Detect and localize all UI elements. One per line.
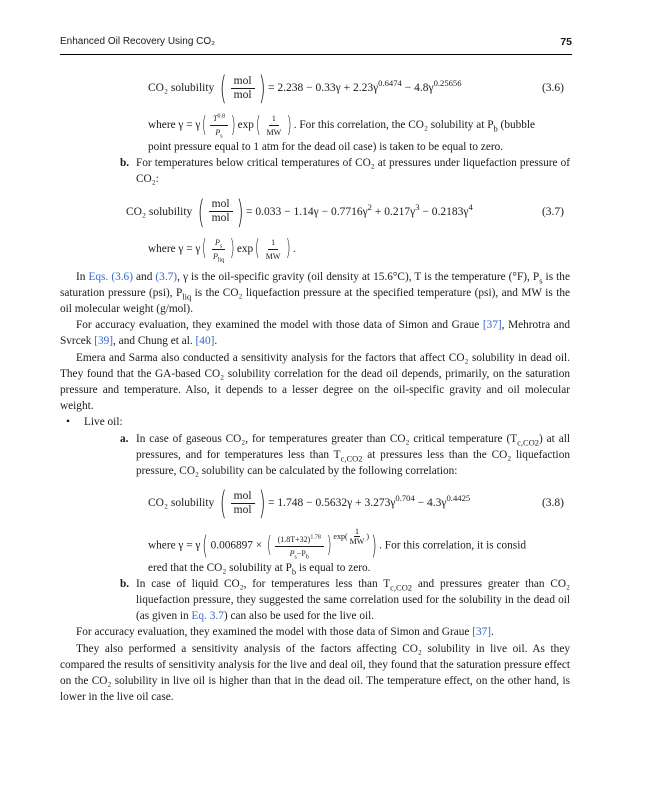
eq36-number: (3.6) — [541, 82, 564, 94]
where-3-8-line2: ered that the CO₂ solubility at $P_b$ is equal to zero. — [148, 561, 371, 576]
paragraph-sensitivity-dead: Emera and Sarma also conducted a sensitivity analysis for the factors that affect CO₂ solubility in dead oil. They found that the GA-based CO₂ solubility correlation for the dead oil depends, primarily, on the saturation pressure and temperature. Also, it depends to a lesser degree on the oil-specific gravity and oil molecular weight. — [60, 351, 570, 413]
page-body — [60, 64, 570, 705]
running-title: Enhanced Oil Recovery Using CO₂ — [60, 36, 216, 47]
where-3-6-line2: point pressure equal to 1 atm for the dead oil case) is taken to be equal to zero. — [148, 141, 504, 153]
paren-right: ) — [258, 69, 266, 107]
eq36-lhs: CO₂ solubility — [148, 81, 215, 94]
paragraph-sensitivity-live: They also performed a sensitivity analysis of the factors affecting CO₂ solubility in live oil. As they compared the results of sensitivity analysis for the live and deal oil, they found that the saturation pressure effect on the CO₂ solubility in live oil is higher than that in the dead oil. The temperature effect, on the other hand, is lower in the live oil case. — [60, 642, 570, 704]
bullet-icon: • — [66, 416, 70, 429]
eq37-number: (3.7) — [541, 205, 564, 218]
equation-3-6 — [60, 66, 570, 110]
link-eq-3-7[interactable]: (3.7) — [155, 270, 178, 283]
paragraph-accuracy-dead: For accuracy evaluation, they examined the model with those data of Simon and Graue [37], Mehrotra and Svrcek [39], and Chung et al. [40]. — [60, 319, 570, 348]
paren-left: ( — [219, 69, 227, 107]
ref-37b[interactable]: [37] — [472, 626, 492, 639]
item-a-gaseous: a. In case of gaseous CO₂, for temperatures greater than CO₂ critical temperature $(T_{c,CO2})$ at all pressures, and for temperatures less than $T_{c,CO2}$ at pressures less than the CO₂ liquefaction pressure, CO₂ solubility can be calculated by the following correlation: — [120, 432, 570, 478]
equation-3-7: CO₂ solubility ( $\frac{\text{mol}}{\text{mol}}$ ) = $0.033 - 1.14\gamma - 0.7716\gamma^2 + 0.217\gamma^3 - 0.2183\gamma^4$ (3.7) — [60, 190, 570, 234]
paragraph-variables: In Eqs. (3.6) and (3.7), γ is the oil-specific gravity (oil density at 15.6°C), T is the temperature (°F), $P_s$ is the saturation pressure (psi), $P_{liq}$ is the CO₂ liquefaction pressure at the specified temperature (psi), and MW is the oil molecular weight (g/mol). — [60, 270, 570, 316]
live-oil-sublist-b — [120, 576, 570, 625]
ref-37[interactable]: [37] — [482, 319, 502, 332]
live-oil-sublist — [120, 431, 570, 480]
page-number: 75 — [560, 36, 572, 48]
link-eq-3-6[interactable]: Eqs. (3.6) — [88, 270, 133, 283]
ref-40[interactable]: [40] — [195, 335, 215, 348]
ref-39[interactable]: [39] — [94, 335, 114, 348]
link-eq-3-7b[interactable]: Eq. 3.7 — [191, 610, 224, 623]
running-header — [60, 36, 572, 55]
eq36-rhs: = $2.238 - 0.33\gamma + 2.23\gamma^{0.6474} - 4.8\gamma^{0.25656}$ — [268, 78, 462, 94]
dead-oil-sublist — [120, 155, 570, 187]
where-3-7: where γ = γ( $\frac{P_s}{P_{liq}}$ ) exp( $\frac{1}{MW}$ ) . — [148, 236, 296, 264]
equation-3-8: CO₂ solubility ( $\frac{\text{mol}}{\text{mol}}$ ) = $1.748 - 0.5632\gamma + 3.273\gamma^{0.704} - 4.3\gamma^{0.4425}$ (3.8) — [60, 481, 570, 525]
paragraph-accuracy-live: For accuracy evaluation, they examined the model with those data of Simon and Graue [37]. — [76, 626, 494, 639]
eq36-unit: $\frac{\text{mol}}{\text{mol}}$ — [231, 75, 255, 102]
item-b-dead-oil: b. For temperatures below critical temperatures of CO₂ at pressures under liquefaction pressure of CO₂: — [120, 157, 570, 186]
where-3-6: where γ = γ( $\frac{T^{0.8}}{P_s}$ ) exp( $\frac{1}{MW}$ ) . For this correlation, the CO₂ solubility at $P_b$ (bubble — [148, 112, 536, 140]
bullet-live-oil: • Live oil: — [66, 414, 570, 430]
eq38-number: (3.8) — [541, 497, 564, 510]
item-b-liquid: b. In case of liquid CO₂, for temperatures less than $T_{c,CO2}$ and pressures greater than CO₂ liquefaction pressure, they suggested the same correlation used for the solubility in the dead oil (as given in Eq. 3.7) can also be used for the live oil. — [120, 577, 570, 623]
where-3-8: where γ = γ( 0.006897 × ( $\frac{(1.8T+32)^{1.78}}{P_s-P_b}$ ) $^{exp( \frac{1}{MW} )}$) . For this correlation, it is consid — [148, 527, 526, 561]
